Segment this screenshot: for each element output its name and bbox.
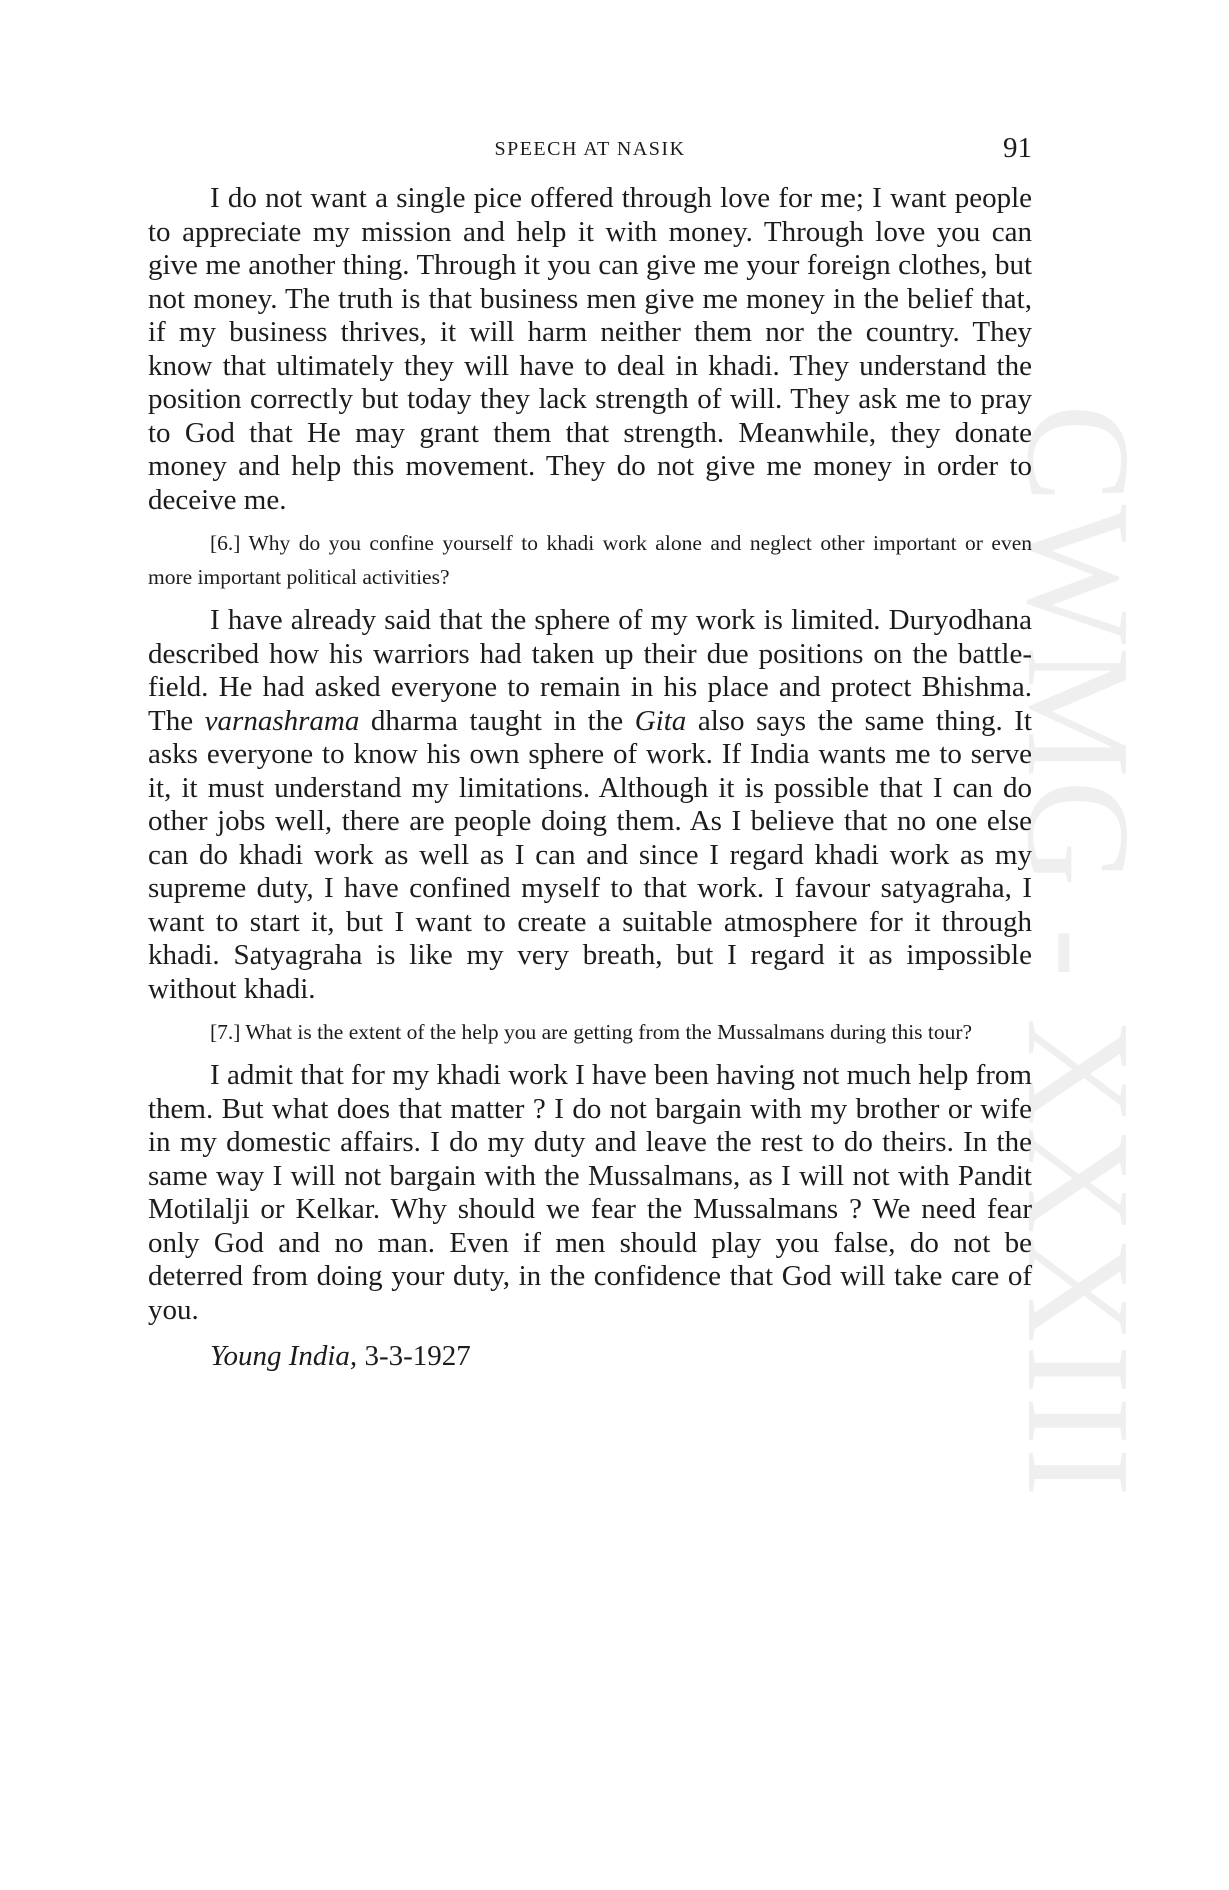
running-head: SPEECH AT NASIK xyxy=(494,138,686,160)
watermark-text: CWMG - XXXIII xyxy=(996,404,1160,1499)
source-citation xyxy=(148,1339,1032,1373)
answer-6-part-a: I have already said that the sphere of my work is limited. Duryodhana described how his warriors had taken up their due positions on the battle-field. He had asked everyone to remain in his place and protect Bhishma. The xyxy=(148,604,1032,737)
answer-6-italic-gita: Gita xyxy=(634,704,687,737)
paragraph-answer-7: I admit that for my khadi work I have been having not much help from them. But what does that matter ? I do not bargain with my brother or wife in my domestic affairs. I do my duty and leave the rest to do theirs. In the same way I will not bargain with the Mussalmans, as I will not with Pandit Motilalji or Kelkar. Why should we fear the Mussalmans ? We need fear only God and no man. Even if men should play you false, do not be deterred from doing your duty, in the confidence that God will take care of you. xyxy=(148,1059,1032,1326)
paragraph-answer-6 xyxy=(148,604,1032,1006)
answer-6-part-b: dharma taught in the xyxy=(359,704,635,737)
question-6: [6.] Why do you confine yourself to khadi work alone and neglect other important or even more important political activities? xyxy=(148,531,1032,589)
source-date: 3-3-1927 xyxy=(357,1340,471,1372)
source-publication: Young India, xyxy=(210,1340,358,1372)
answer-6-italic-varnashrama: varnashrama xyxy=(204,704,360,737)
body-text xyxy=(148,182,1032,1373)
question-7: [7.] What is the extent of the help you are getting from the Mussalmans during this tour? xyxy=(210,1020,973,1044)
answer-6-part-c: also says the same thing. It asks everyone to know his own sphere of work. If India wants me to serve it, it must understand my limitations. Although it is possible that I can do other jobs well, there are people doing them. As I believe that no one else can do khadi work as well as I can and since I regard khadi work as my supreme duty, I have confined myself to that work. I favour satyagraha, I want to start it, but I want to create a suitable atmosphere for it through khadi. Satyagraha is like my very breath, but I regard it as impossible without khadi. xyxy=(148,704,1032,1005)
page-header xyxy=(148,132,1032,168)
page-number: 91 xyxy=(1003,132,1032,164)
paragraph-answer-5: I do not want a single pice offered through love for me; I want people to appreciate my mission and help it with money. Through love you can give me another thing. Through it you can give me your foreign clothes, but not money. The truth is that business men give me money in the belief that, if my business thrives, it will harm neither them nor the country. They know that ultimately they will have to deal in khadi. They understand the position correctly but today they lack strength of will. They ask me to pray to God that He may grant them that strength. Meanwhile, they donate money and help this movement. They do not give me money in order to deceive me. xyxy=(148,182,1032,516)
